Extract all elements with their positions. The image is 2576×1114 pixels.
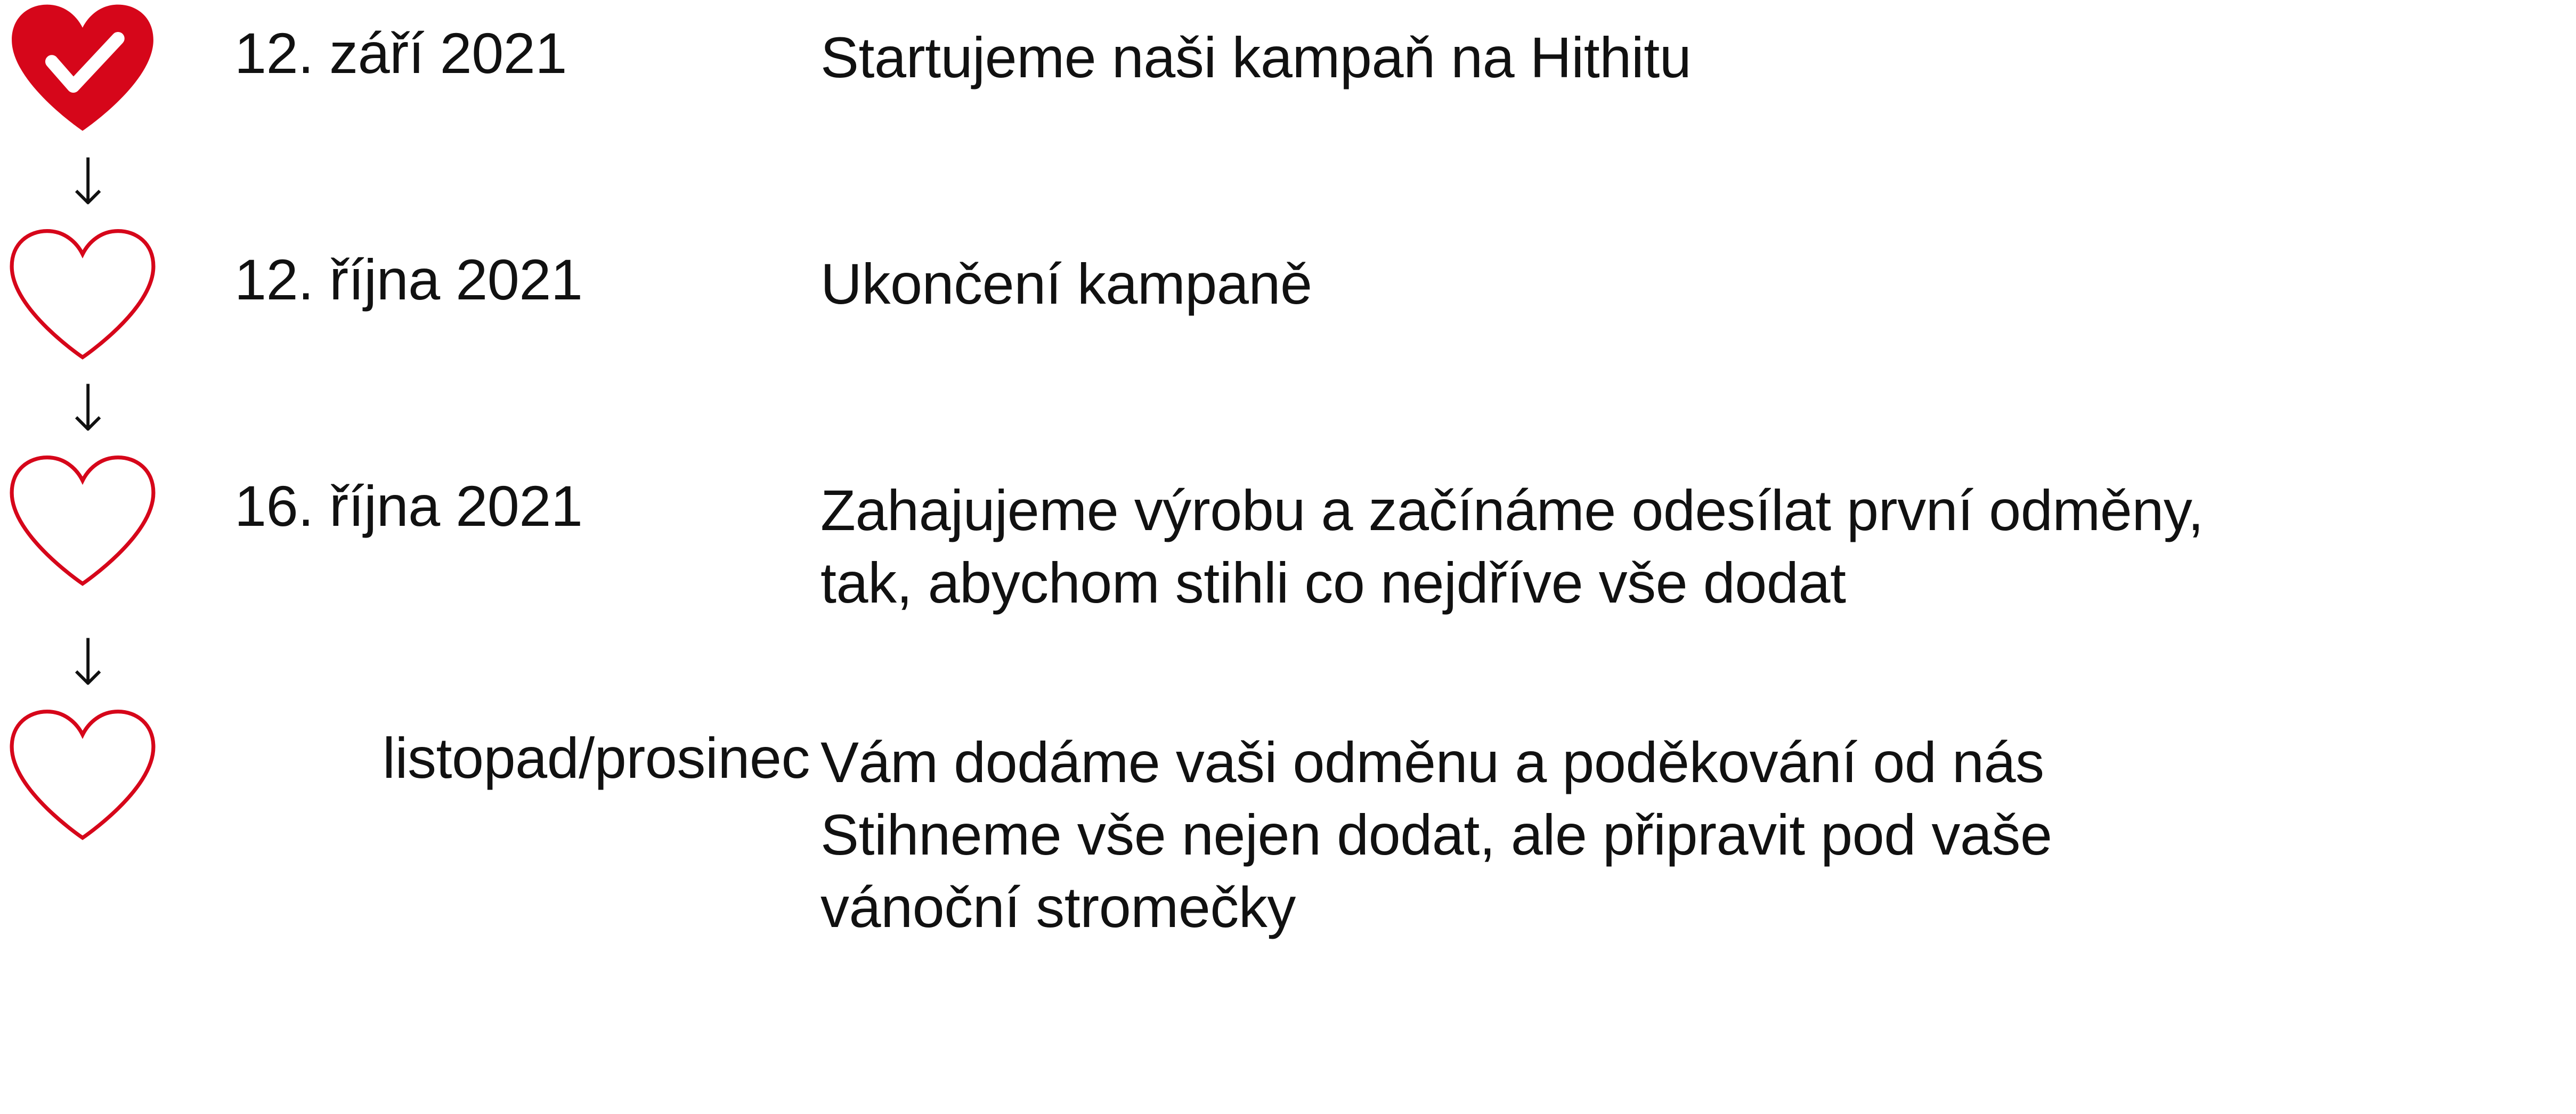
- timeline-step-date-cell: [176, 226, 820, 312]
- timeline-step-description-cell: [820, 707, 2576, 944]
- timeline-step: [0, 0, 2576, 139]
- timeline-step-description-line: Startujeme naši kampaň na Hithitu: [820, 25, 1692, 90]
- arrow-down-icon: ↓: [61, 625, 115, 700]
- timeline-step-description-cell: [820, 226, 2576, 320]
- timeline-connector: [0, 619, 176, 707]
- arrow-down-icon: ↓: [61, 145, 115, 219]
- timeline-step-icon-cell: [0, 707, 176, 845]
- timeline-step-date: listopad/prosinec: [383, 726, 810, 791]
- timeline-step-date: 12. září 2021: [234, 21, 567, 85]
- timeline-step-date-cell: [176, 707, 820, 791]
- timeline-step-description: [820, 248, 2565, 320]
- arrow-down-icon: ↓: [61, 371, 115, 446]
- timeline-connector: [0, 365, 176, 453]
- timeline-step-description-line: Vám dodáme vaši odměnu a poděkování od nás: [820, 730, 2044, 795]
- timeline-step-description: [820, 726, 2565, 944]
- timeline-step: [0, 226, 2576, 365]
- timeline-step-date-cell: [176, 453, 820, 539]
- timeline-step: [0, 707, 2576, 944]
- timeline-step-icon-cell: [0, 226, 176, 365]
- timeline-step-date: 12. října 2021: [234, 247, 583, 312]
- timeline-step-description-line: Stihneme vše nejen dodat, ale připravit pod vaše: [820, 802, 2052, 867]
- timeline-step-description-line: Zahajujeme výrobu a začínáme odesílat první odměny,: [820, 478, 2204, 542]
- timeline-step-date-cell: [176, 0, 820, 86]
- timeline-step-description: [820, 474, 2565, 619]
- timeline-step-description-line: tak, abychom stihli co nejdříve vše dodat: [820, 550, 1846, 615]
- timeline-step-icon-cell: [0, 0, 176, 139]
- heart-filled-check-icon: [0, 0, 165, 139]
- timeline-step-description: [820, 21, 2565, 94]
- timeline-connector: [0, 139, 176, 226]
- heart-outline-icon: [0, 453, 165, 591]
- timeline-step-description-cell: [820, 0, 2576, 94]
- heart-outline-icon: [0, 707, 165, 845]
- timeline-step-description-line: vánoční stromečky: [820, 875, 1296, 940]
- timeline-step-date: 16. října 2021: [234, 474, 583, 538]
- timeline-step-description-line: Ukončení kampaně: [820, 251, 1312, 316]
- timeline-step: [0, 453, 2576, 619]
- heart-outline-icon: [0, 226, 165, 365]
- timeline-step-description-cell: [820, 453, 2576, 619]
- timeline-step-icon-cell: [0, 453, 176, 591]
